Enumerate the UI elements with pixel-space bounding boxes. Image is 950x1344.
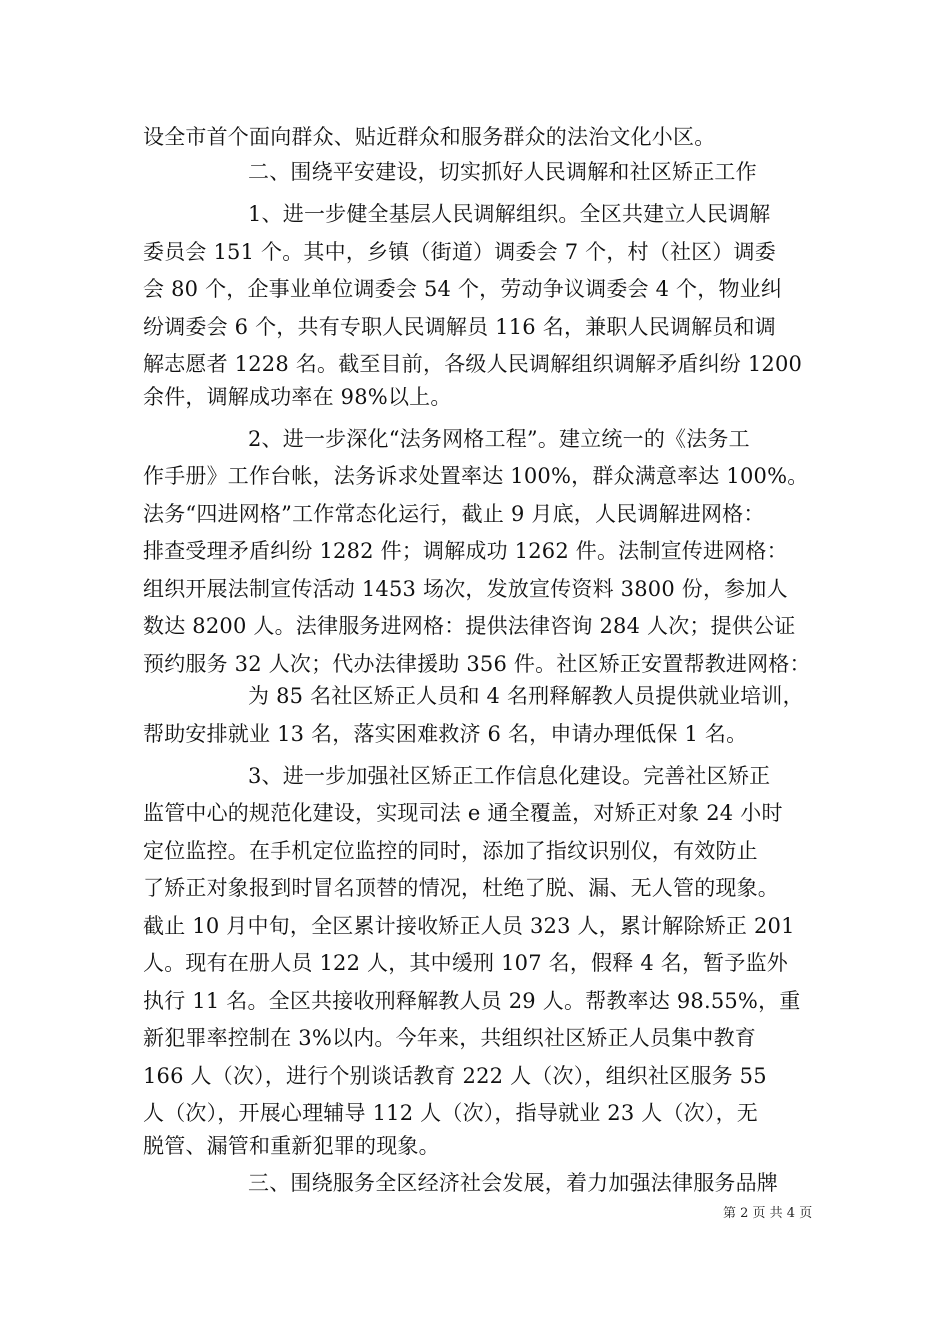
text-line: 委员会 151 个。其中，乡镇（街道）调委会 7 个，村（社区）调委 <box>143 240 776 264</box>
paragraph-start: 为 85 名社区矫正人员和 4 名刑释解教人员提供就业培训， <box>248 684 804 708</box>
text-line: 人。现有在册人员 122 人，其中缓刑 107 名，假释 4 名，暂予监外 <box>143 951 788 975</box>
text-line: 会 80 个，企事业单位调委会 54 个，劳动争议调委会 4 个，物业纠 <box>143 277 783 301</box>
text-line: 设全市首个面向群众、贴近群众和服务群众的法治文化小区。 <box>143 125 716 149</box>
text-line: 数达 8200 人。法律服务进网格：提供法律咨询 284 人次；提供公证 <box>143 614 796 638</box>
text-line: 法务“四进网格”工作常态化运行，截止 9 月底，人民调解进网格： <box>143 502 765 526</box>
text-line: 组织开展法制宣传活动 1453 场次，发放宣传资料 3800 份，参加人 <box>143 577 788 601</box>
text-line: 执行 11 名。全区共接收刑释解教人员 29 人。帮教率达 98.55%，重 <box>143 989 801 1013</box>
text-line: 了矫正对象报到时冒名顶替的情况，杜绝了脱、漏、无人管的现象。 <box>143 876 779 900</box>
page-number-footer: 第 2 页 共 4 页 <box>723 1206 813 1221</box>
text-line: 人（次），开展心理辅导 112 人（次），指导就业 23 人（次），无 <box>143 1101 759 1125</box>
text-line: 解志愿者 1228 名。截至目前，各级人民调解组织调解矛盾纠纷 1200 <box>143 352 803 376</box>
text-line: 截止 10 月中旬，全区累计接收矫正人员 323 人，累计解除矫正 201 <box>143 914 795 938</box>
paragraph-start: 2、进一步深化“法务网格工程”。建立统一的《法务工 <box>248 427 750 451</box>
paragraph-start: 3、进一步加强社区矫正工作信息化建设。完善社区矫正 <box>248 764 771 788</box>
text-line: 帮助安排就业 13 名，落实困难救济 6 名，申请办理低保 1 名。 <box>143 722 748 746</box>
text-line: 排查受理矛盾纠纷 1282 件；调解成功 1262 件。法制宣传进网格： <box>143 539 788 563</box>
paragraph-start: 1、进一步健全基层人民调解组织。全区共建立人民调解 <box>248 202 771 226</box>
section-heading: 三、围绕服务全区经济社会发展，着力加强法律服务品牌 <box>248 1171 778 1195</box>
text-line: 预约服务 32 人次；代办法律援助 356 件。社区矫正安置帮教进网格： <box>143 652 811 676</box>
text-line: 作手册》工作台帐，法务诉求处置率达 100%，群众满意率达 100%。 <box>143 464 809 488</box>
text-line: 纷调委会 6 个，共有专职人民调解员 116 名，兼职人民调解员和调 <box>143 315 776 339</box>
text-line: 监管中心的规范化建设，实现司法 e 通全覆盖，对矫正对象 24 小时 <box>143 801 783 825</box>
text-line: 166 人（次），进行个别谈话教育 222 人（次），组织社区服务 55 <box>143 1064 767 1088</box>
text-line: 定位监控。在手机定位监控的同时，添加了指纹识别仪，有效防止 <box>143 839 758 863</box>
text-line: 新犯罪率控制在 3%以内。今年来，共组织社区矫正人员集中教育 <box>143 1026 756 1050</box>
text-line: 余件，调解成功率在 98%以上。 <box>143 385 452 409</box>
section-heading: 二、围绕平安建设，切实抓好人民调解和社区矫正工作 <box>248 160 757 184</box>
text-line: 脱管、漏管和重新犯罪的现象。 <box>143 1134 440 1158</box>
